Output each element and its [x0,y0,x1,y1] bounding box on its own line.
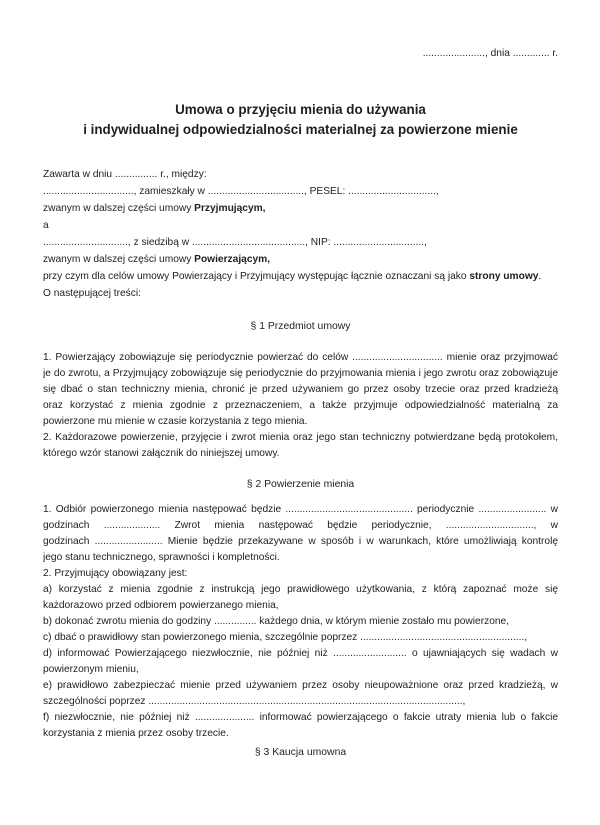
text-line: d) informować Powierzającego niezwłocznie, nie później niż .......................... o ujawniających się wadach w [43,648,558,659]
document-title [43,100,558,140]
title-line-2: i indywidualnej odpowiedzialności materialnej za powierzone mienie [83,122,518,137]
section-1-heading: § 1 Przedmiot umowy [250,321,351,332]
party-line-company: .............................., z siedzibą w ........................................, NIP: ................................, [43,237,427,248]
text-line: godzinach ........................ Mienie będzie przekazywane w sposób i w warunkach, które umożliwiają kontrolę [43,536,558,547]
text-line: e) prawidłowo zabezpieczać mienie przed używaniem przez osoby nieupoważnione oraz przed kradzieżą, w [43,680,558,691]
text-line: b) dokonać zwrotu mienia do godziny ............... każdego dnia, w którym mienie zostało mu powierzone, [43,616,510,627]
intro-text: O następującej treści: [43,288,141,299]
text-line: szczególności poprzez ..............................................................................................................., [43,696,466,707]
title-line-1: Umowa o przyjęciu mienia do używania [175,102,426,117]
text-line: powierzonym mieniu, [43,664,139,675]
date-line: ......................, dnia ............. r. [422,48,558,59]
text-line: korzystania z mienia przez osoby trzecie. [43,728,229,739]
text-line: godzinach .................... Zwrot mienia następować będzie periodycznie, ..............................., w [43,520,558,531]
text-line: się dbać o stan techniczny mienia, chronić je przed używaniem go przez osoby trzecie oraz przed kradzieżą [43,384,558,395]
text-line: c) dbać o prawidłowy stan powierzonego mienia, szczególnie poprzez .........................................................., [43,632,528,643]
text-line: je do zwrotu, a Przyjmujący zobowiązuje się periodycznie do przyjmowania mienia i jego zwrotu oraz zobowiązuje [43,368,558,379]
text-line: 1. Odbiór powierzonego mienia następować będzie ............................................. periodycznie ........................ w [43,504,558,515]
text-line: 2. Każdorazowe powierzenie, przyjęcie i zwrot mienia oraz jego stan techniczny potwierdzane będą protokołem, [43,432,558,443]
party-line-opening: Zawarta w dniu ............... r., między: [43,169,207,180]
party-line-person: ................................, zamieszkały w .................................., PESEL: ..............................., [43,186,439,197]
section-1-body [43,350,558,462]
text-line: 1. Powierzający zobowiązuje się periodycznie powierzać do celów ................................ mienie oraz przyjmować [43,352,558,363]
text-line: oraz korzystać z mienia zgodnie z przeznaczeniem, a także przyjmuje odpowiedzialność materialną za [43,400,558,411]
party-role-strony-umowy: strony umowy [469,271,539,282]
text-line: jego stanu technicznego, sprawności i kompletności. [43,552,280,563]
section-3-heading: § 3 Kaucja umowna [254,747,347,758]
party-role-przyjmujacy: Przyjmującym, [194,203,266,214]
text-line: f) niezwłocznie, nie później niż ..................... informować powierzającego o fakcie utraty mienia lub o fakcie [43,712,558,723]
party-line-joint: przy czym dla celów umowy Powierzający i Przyjmujący występując łącznie oznaczani są jako strony umowy. [43,271,542,282]
party-line-connector: a [43,220,49,231]
party-line-person-role: zwanym w dalszej części umowy Przyjmującym, [43,203,266,214]
parties-block [43,166,558,285]
section-2-heading: § 2 Powierzenie mienia [246,479,355,490]
text-line: każdorazowo przed odbiorem powierzanego mienia, [43,600,279,611]
section-2-body [43,502,558,742]
text-line: a) korzystać z mienia zgodnie z instrukcją jego prawidłowego użytkowania, z którą zapoznać może się [43,584,558,595]
text-line: powierzone mu mienie w czasie korzystania z tego mienia. [43,416,308,427]
text-line: którego wzór stanowi załącznik do niniejszej umowy. [43,448,280,459]
text-line: 2. Przyjmujący obowiązany jest: [43,568,188,579]
party-line-company-role: zwanym w dalszej części umowy Powierzającym, [43,254,271,265]
party-role-powierzajacy: Powierzającym, [194,254,271,265]
